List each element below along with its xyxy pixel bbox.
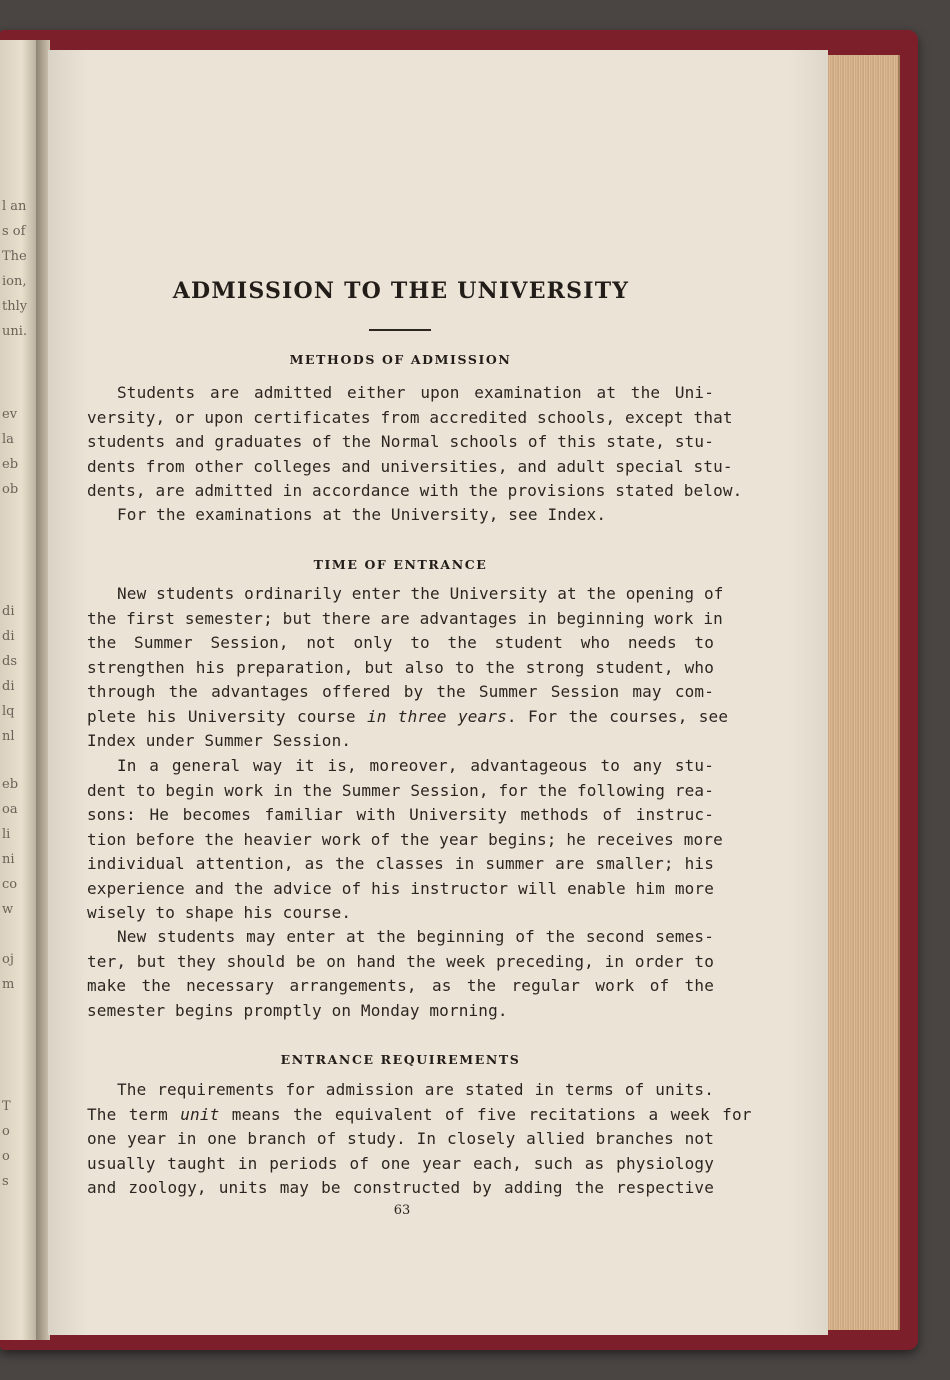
text-line: In a general way it is, moreover, advantageous to any stu-: [117, 756, 714, 775]
text-fragment: The term: [87, 1104, 168, 1124]
text-line-with-emphasis: [87, 705, 729, 730]
text-line: individual attention, as the classes in summer are smaller; his: [87, 854, 714, 873]
text-line: New students may enter at the beginning of the second semes-: [117, 927, 714, 946]
text-line: For the examinations at the University, see Index.: [117, 505, 607, 524]
left-page-fragment: ion,: [2, 274, 27, 289]
text-line: Students are admitted either upon examination at the Uni-: [117, 383, 714, 402]
text-fragment: plete his University course: [87, 706, 356, 726]
left-page-fragment: nl: [2, 729, 15, 744]
text-line: dents from other colleges and universities, and adult special stu-: [87, 456, 733, 476]
left-page-fragment: di: [2, 604, 15, 619]
paragraph: [87, 925, 714, 1023]
left-page-fragment: ob: [2, 482, 19, 497]
text-line: strengthen his preparation, but also to the strong student, who: [87, 657, 714, 677]
text-line: usually taught in periods of one year each, such as physiology: [87, 1153, 714, 1173]
paragraph: [87, 754, 723, 926]
left-page-fragment: The: [2, 249, 27, 264]
text-line: The requirements for admission are stated in terms of units.: [117, 1080, 714, 1099]
paragraph: [87, 503, 714, 528]
paragraph: [87, 381, 743, 504]
left-page-fragment: s of: [2, 224, 26, 239]
title-divider: [369, 329, 431, 331]
left-page-fragment: w: [2, 902, 14, 917]
text-line: the first semester; but there are advantages in beginning work in: [87, 608, 723, 628]
text-line: semester begins promptly on Monday morning.: [87, 1000, 508, 1020]
left-page-fragment: ev: [2, 407, 18, 422]
text-fragment: . For the courses, see: [506, 706, 729, 726]
left-page-fragment: s: [2, 1174, 9, 1189]
left-page-fragment: l an: [2, 199, 27, 214]
left-page-fragment: di: [2, 629, 15, 644]
left-page-fragment: o: [2, 1149, 10, 1164]
text-fragment: means the equivalent of five recitations a week for: [231, 1104, 752, 1124]
text-line: wisely to shape his course.: [87, 903, 352, 922]
text-line: make the necessary arrangements, as the regular work of the: [87, 976, 714, 995]
left-facing-page: [0, 40, 36, 1340]
text-line: New students ordinarily enter the University at the opening of: [117, 584, 724, 603]
page-fore-edge: [820, 55, 900, 1330]
paragraph: [87, 1078, 752, 1201]
text-line: versity, or upon certificates from accredited schools, except that: [87, 407, 733, 427]
text-line: students and graduates of the Normal schools of this state, stu-: [87, 432, 714, 451]
left-page-fragment: T: [2, 1099, 11, 1114]
left-page-fragment: la: [2, 432, 14, 447]
left-page-fragment: di: [2, 679, 15, 694]
text-line: the Summer Session, not only to the student who needs to: [87, 633, 714, 652]
section-heading-time-of-entrance: TIME OF ENTRANCE: [313, 557, 488, 572]
left-page-fragment: eb: [2, 777, 19, 792]
section-heading-methods: METHODS OF ADMISSION: [289, 352, 512, 367]
text-line: one year in one branch of study. In closely allied branches not: [87, 1129, 714, 1148]
left-page-fragment: eb: [2, 457, 19, 472]
text-line: Index under Summer Session.: [87, 731, 352, 750]
text-line: dents, are admitted in accordance with the provisions stated below.: [87, 481, 743, 500]
left-page-fragment: ds: [2, 654, 17, 669]
left-page-fragment: uni.: [2, 324, 28, 339]
text-line: experience and the advice of his instructor will enable him more: [87, 878, 714, 898]
page-number: 63: [393, 1203, 411, 1218]
text-line: and zoology, units may be constructed by adding the respective: [87, 1178, 714, 1197]
left-page-fragment: oa: [2, 802, 18, 817]
left-page-fragment: li: [2, 827, 11, 842]
text-line: ter, but they should be on hand the week preceding, in order to: [87, 951, 714, 971]
paragraph: [87, 582, 729, 754]
text-line: dent to begin work in the Summer Session, for the following rea-: [87, 780, 714, 800]
text-line: sons: He becomes familiar with University methods of instruc-: [87, 805, 714, 824]
left-page-fragment: m: [2, 977, 15, 992]
emphasis-text: in three years: [366, 706, 507, 726]
text-line-with-emphasis: [87, 1103, 752, 1128]
left-page-fragment: thly: [2, 299, 28, 314]
page-title: ADMISSION TO THE UNIVERSITY: [172, 278, 630, 304]
section-heading-entrance-requirements: ENTRANCE REQUIREMENTS: [280, 1052, 521, 1067]
left-page-fragment: ni: [2, 852, 15, 867]
left-page-fragment: o: [2, 1124, 10, 1139]
left-page-fragment: lq: [2, 704, 15, 719]
left-page-fragment: oj: [2, 952, 14, 967]
text-line: through the advantages offered by the Summer Session may com-: [87, 682, 714, 701]
left-page-fragment: co: [2, 877, 18, 892]
text-line: tion before the heavier work of the year begins; he receives more: [87, 829, 723, 849]
emphasis-text: unit: [180, 1104, 220, 1124]
